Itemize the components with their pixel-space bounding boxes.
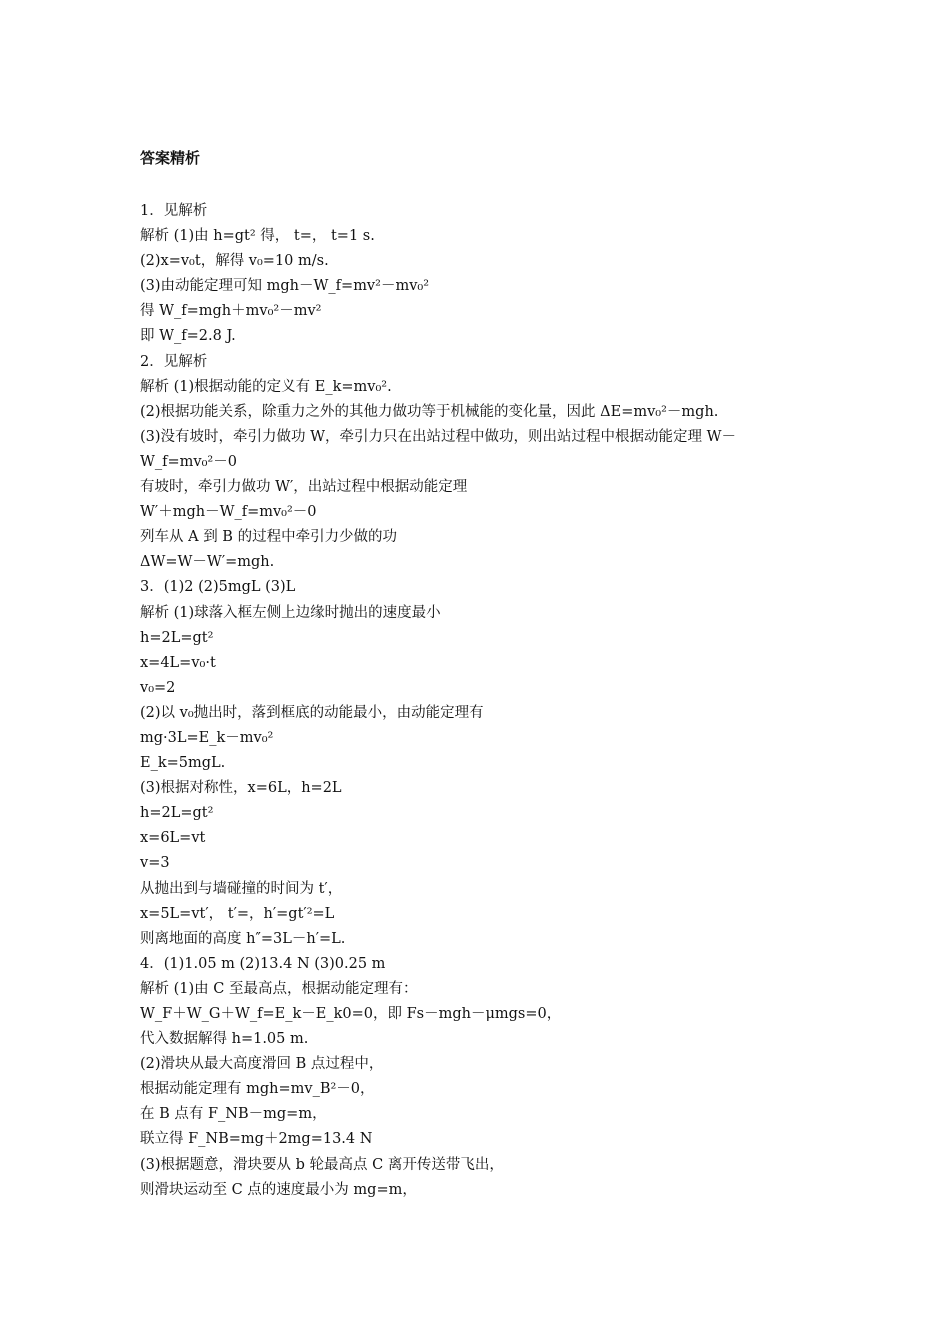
text-line: 代入数据解得 h=1.05 m. [140,1031,309,1048]
text-line: ΔW=W－W′=mgh. [140,554,275,571]
answer-heading: 答案精析 [140,149,201,167]
text-line: 解析 (1)根据动能的定义有 E_k=mv₀². [140,378,392,395]
text-line: 即 W_f=2.8 J. [140,328,236,345]
text-line: 列车从 A 到 B 的过程中牵引力少做的功 [140,529,398,546]
text-line: h=2L=gt² [140,805,214,822]
text-line: h=2L=gt² [140,629,214,646]
text-line: 得 W_f=mgh＋mv₀²－mv² [140,303,322,320]
text-line: (2)以 v₀抛出时，落到框底的动能最小，由动能定理有 [140,704,484,721]
text-line: (3)根据题意，滑块要从 b 轮最高点 C 离开传送带飞出， [140,1156,504,1173]
text-line: E_k=5mgL. [140,755,226,772]
text-line: 则离地面的高度 h″=3L－h′=L. [140,930,346,947]
text-line: (2)x=v₀t，解得 v₀=10 m/s. [140,253,329,270]
answer-text [140,199,830,1203]
text-line: 4．(1)1.05 m (2)13.4 N (3)0.25 m [140,955,386,972]
text-line: 则滑块运动至 C 点的速度最小为 mg=m， [140,1181,417,1198]
text-line: x=4L=v₀·t [140,654,216,671]
text-line: 解析 (1)由 C 至最高点，根据动能定理有： [140,980,418,997]
text-line: 2．见解析 [140,353,208,370]
text-line: 解析 (1)球落入框左侧上边缘时抛出的速度最小 [140,604,441,621]
text-line: 从抛出到与墙碰撞的时间为 t′， [140,880,343,897]
text-line: 在 B 点有 F_NB－mg=m， [140,1106,327,1123]
text-line: 3．(1)2 (2)5mgL (3)L [140,579,296,596]
text-line: 有坡时，牵引力做功 W′，出站过程中根据动能定理 [140,479,468,496]
text-line: (2)滑块从最大高度滑回 B 点过程中， [140,1056,384,1073]
text-line: v=3 [140,855,170,872]
text-line: (2)根据功能关系，除重力之外的其他力做功等于机械能的变化量，因此 ΔE=mv₀²－mgh. [140,403,719,420]
text-line: v₀=2 [140,679,176,696]
text-line: 1．见解析 [140,203,208,219]
text-line: (3)没有坡时，牵引力做功 W，牵引力只在出站过程中做功，则出站过程中根据动能定理 W－ [140,428,737,445]
text-line: x=6L=vt [140,830,206,847]
text-line: 解析 (1)由 h=gt² 得， t=， t=1 s. [140,228,375,245]
text-line: W_f=mv₀²－0 [140,453,237,470]
text-line: x=5L=vt′， t′=，h′=gt′²=L [140,905,335,922]
text-line: 根据动能定理有 mgh=mv_B²－0， [140,1081,375,1098]
text-line: (3)根据对称性，x=6L，h=2L [140,780,342,797]
text-line: (3)由动能定理可知 mgh－W_f=mv²－mv₀² [140,278,430,295]
text-line: W′＋mgh－W_f=mv₀²－0 [140,504,317,521]
text-line: 联立得 F_NB=mg＋2mg=13.4 N [140,1131,373,1148]
text-line: W_F＋W_G＋W_f=E_k－E_k0=0，即 Fs－mgh－μmgs=0， [140,1006,562,1022]
text-line: mg·3L=E_k－mv₀² [140,729,274,746]
